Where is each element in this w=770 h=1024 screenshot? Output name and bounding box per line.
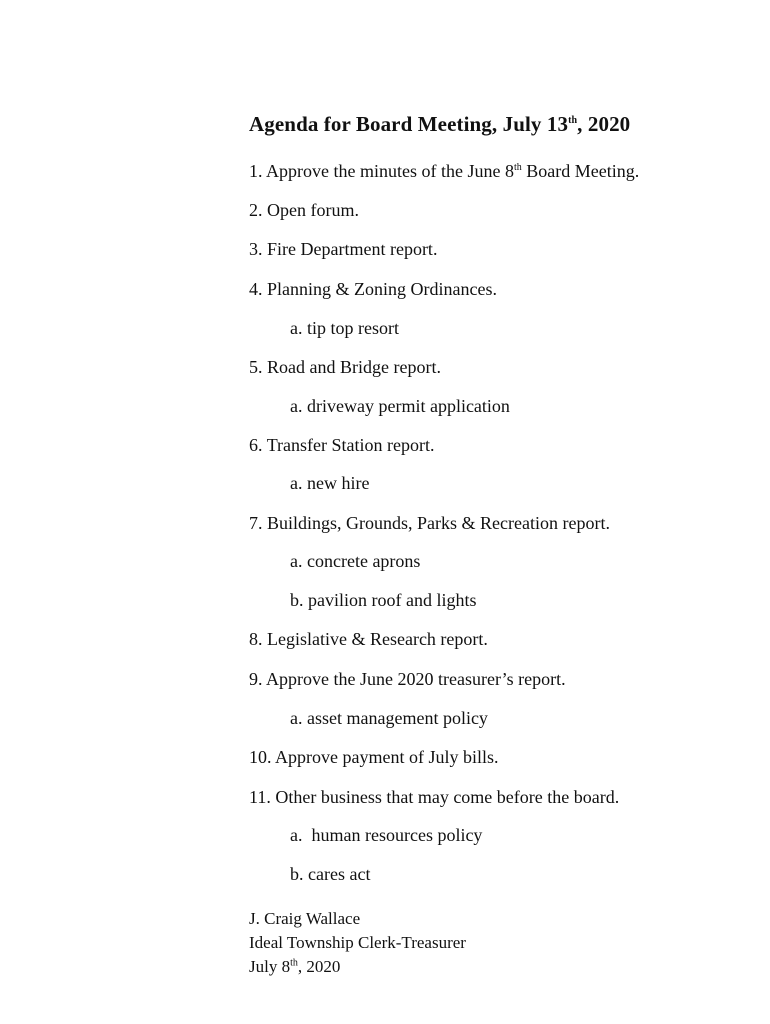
signature-name: J. Craig Wallace — [249, 909, 361, 928]
item-text: Planning & Zoning Ordinances. — [267, 279, 497, 299]
title-year: , 2020 — [577, 112, 631, 136]
item-text: Fire Department report. — [267, 239, 438, 259]
agenda-subitem: a. tip top resort — [290, 318, 399, 338]
item-text: Transfer Station report. — [266, 435, 435, 455]
title-superscript: th — [568, 115, 578, 126]
agenda-item-1 — [249, 160, 639, 182]
item-text-end: Board Meeting. — [521, 161, 640, 181]
item-number: 10. — [249, 747, 272, 767]
signature-role: Ideal Township Clerk-Treasurer — [249, 933, 466, 952]
item-text: Buildings, Grounds, Parks & Recreation report. — [267, 513, 610, 533]
agenda-subitem: a. driveway permit application — [290, 396, 510, 416]
signature-date-superscript: th — [290, 957, 298, 969]
item-superscript: th — [513, 162, 522, 173]
title-text: Agenda for Board Meeting, July 13 — [249, 112, 569, 136]
agenda-subitem: b. cares act — [290, 864, 371, 884]
agenda-item-2 — [249, 199, 359, 221]
agenda-item-7 — [249, 512, 610, 534]
item-number: 5. — [249, 357, 263, 377]
item-number: 8. — [249, 629, 263, 649]
agenda-subitem: b. pavilion roof and lights — [290, 590, 477, 610]
signature-date — [249, 956, 340, 978]
item-number: 3. — [249, 239, 263, 259]
agenda-item-6 — [249, 434, 435, 456]
item-text: Open forum. — [267, 200, 359, 220]
agenda-subitem: a. concrete aprons — [290, 551, 421, 571]
agenda-item-4 — [249, 278, 497, 300]
agenda-subitem: a. asset management policy — [290, 708, 488, 728]
signature-date-year: , 2020 — [297, 957, 341, 976]
agenda-item-9 — [249, 668, 566, 690]
item-number: 6. — [249, 435, 263, 455]
agenda-subitem: a. new hire — [290, 473, 370, 493]
item-text: Approve payment of July bills. — [275, 747, 499, 767]
signature-date-text: July 8 — [249, 957, 291, 976]
item-number: 9. — [249, 669, 263, 689]
item-text: Legislative & Research report. — [267, 629, 488, 649]
item-number: 1. — [249, 161, 263, 181]
item-text: Approve the minutes of the June 8 — [266, 161, 514, 181]
item-text: Other business that may come before the board. — [275, 787, 620, 807]
agenda-title — [249, 112, 630, 137]
agenda-item-3 — [249, 238, 437, 260]
item-number: 2. — [249, 200, 263, 220]
item-text: Road and Bridge report. — [267, 357, 441, 377]
agenda-subitem: a. human resources policy — [290, 825, 483, 845]
item-number: 11. — [249, 787, 271, 807]
agenda-item-10 — [249, 746, 499, 768]
agenda-item-5 — [249, 356, 441, 378]
item-number: 4. — [249, 279, 263, 299]
agenda-item-11 — [249, 786, 619, 808]
agenda-item-8 — [249, 628, 488, 650]
item-number: 7. — [249, 513, 263, 533]
item-text: Approve the June 2020 treasurer’s report. — [266, 669, 566, 689]
